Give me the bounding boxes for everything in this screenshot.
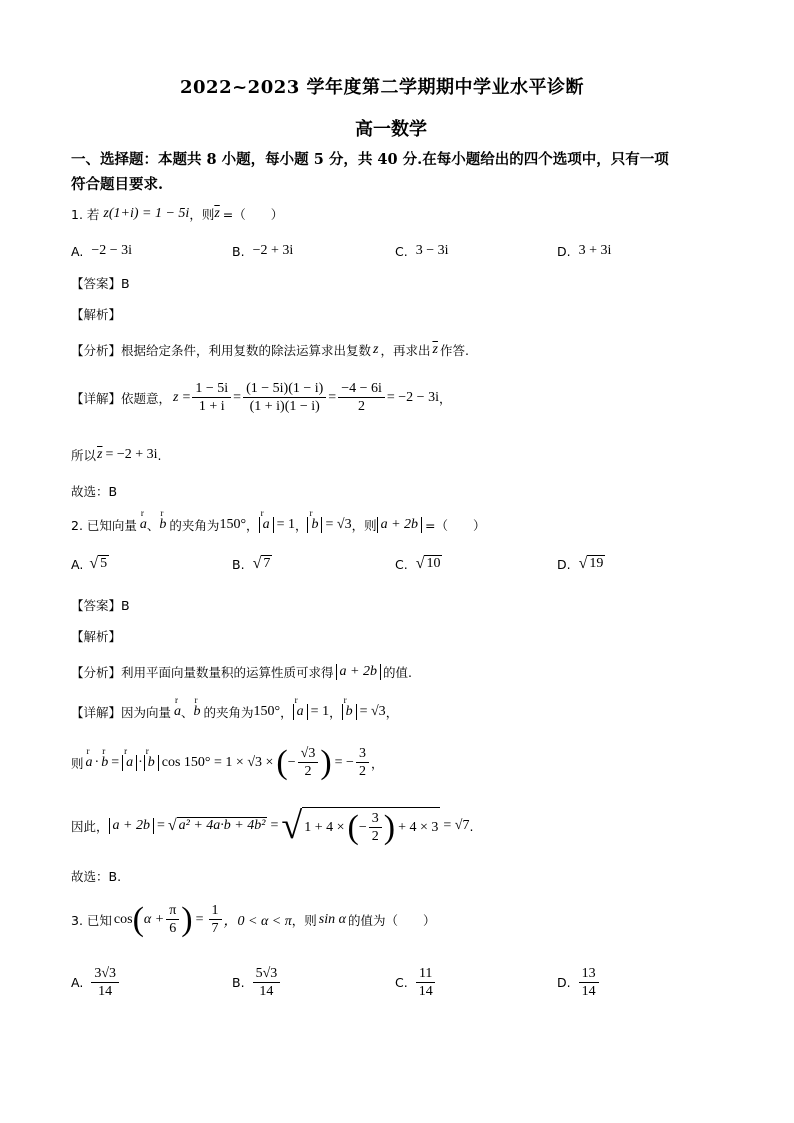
sqrt: √ 10 [415, 555, 441, 572]
q3-sin: sin α [318, 911, 346, 927]
q1-detail-result: = −2 − 3i [386, 389, 439, 405]
paren-right: ) [181, 900, 193, 938]
option-label: C. [395, 243, 408, 259]
frac-num: 13 [579, 965, 599, 983]
q2-ask-expr: a + 2b [377, 517, 422, 533]
q2-thus-inner2: + 4 × 3 [398, 819, 439, 835]
q3-rhs-frac [209, 902, 222, 937]
q2-vec-b: r b [101, 755, 108, 771]
q2-fenxi-end: 的值. [382, 665, 412, 680]
q2-dot-pre: 则 [71, 755, 84, 771]
q2-angle: 150° [219, 517, 247, 532]
q2-number: 2. 已知向量 [71, 518, 137, 533]
frac-num: 11 [416, 965, 435, 983]
paren-left: ( [347, 808, 359, 846]
frac-den: 14 [581, 984, 596, 999]
q2-detail-line2 [71, 745, 383, 780]
option-value: 3 − 3i [415, 243, 449, 258]
option-label: B. [232, 556, 245, 572]
q2-comma: ， [294, 518, 308, 533]
q2-detail-line1 [71, 703, 398, 721]
q1-analysis-heading: 【解析】 [71, 307, 122, 322]
q2-dot-tail: ， [370, 755, 384, 771]
sqrt-big: √ 1 + 4 × ( − $\frac{3}{2}$ ) + 4 × 3 [281, 805, 439, 847]
q2-thus-mid: a² + 4a·b + 4b² [178, 818, 266, 833]
option-label: D. [557, 243, 571, 259]
dot-operator: · [94, 754, 100, 770]
q2-comma: ， [329, 705, 342, 720]
frac-num: −4 − 6i [338, 380, 385, 398]
frac-num: 1 − 5i [192, 380, 231, 398]
q3-ask-post: 的值为（ ） [347, 912, 436, 928]
sqrt: √ 5 [89, 555, 108, 572]
paren-left: ( [132, 900, 144, 938]
q1-fraction-3 [338, 380, 385, 415]
q3-range: ，0 < α < π [223, 913, 292, 929]
frac-den: 14 [259, 984, 274, 999]
document-subtitle: 高一数学 [355, 119, 427, 140]
option-label: A. [71, 556, 84, 572]
q2-amag: r a [259, 517, 274, 533]
q1-fenxi-text: 【分析】根据给定条件，利用复数的除法运算求出复数 [71, 343, 372, 358]
frac-num: (1 − 5i)(1 − i) [243, 380, 326, 398]
frac-den: 14 [418, 984, 433, 999]
equals-sign: = [270, 818, 279, 833]
option-label: D. [557, 975, 571, 990]
frac-den: 2 [304, 764, 312, 779]
q1-choose: 故选：B [71, 484, 118, 499]
q3-ask: ，则 [291, 912, 317, 928]
frac-den: (1 + i)(1 − i) [249, 399, 320, 414]
q1-condition: z(1+i) = 1 − 5i [103, 206, 190, 221]
q2-vec-b: r b [194, 704, 201, 720]
q2-dot-eq: cos 150° = 1 × √3 × [161, 754, 274, 770]
q2-comma: ， [246, 518, 259, 533]
option-value: 10 [426, 556, 441, 571]
q2-detail-line3 [71, 806, 473, 846]
option-value: 5 [100, 556, 108, 571]
q2-ask-pre: ，则 [351, 518, 377, 533]
frac-den: 7 [211, 921, 219, 936]
frac-num: 5√3 [253, 965, 281, 983]
option-value: 3 + 3i [578, 243, 612, 258]
q2-bmag: r b [307, 517, 322, 533]
q1-detail-tail: ， [438, 390, 452, 406]
option-label: B. [232, 243, 245, 259]
q1-fraction-2 [243, 380, 326, 415]
q2-angle-text: 的夹角为 [203, 705, 254, 720]
section-heading-line1: 一、选择题：本题共 8 小题，每小题 5 分，共 40 分.在每小题给出的四个选项中，只有一项 [71, 151, 669, 168]
option-value [579, 965, 599, 1000]
option-value: 19 [589, 556, 604, 571]
q1-option-b [232, 243, 293, 259]
frac-den: 6 [169, 921, 177, 936]
q1-so-val: = −2 + 3i [105, 447, 158, 462]
option-label: D. [557, 556, 571, 572]
minus-sign: − [287, 754, 296, 770]
q2-amag: r a [122, 755, 137, 771]
q2-analysis-heading: 【解析】 [71, 629, 122, 644]
frac-num: 3 [369, 810, 382, 828]
frac-num: √3 [298, 745, 319, 763]
q2-fenxi-text: 【分析】利用平面向量数量积的运算性质可求得 [71, 665, 334, 680]
q1-ask-post: =（ ） [222, 207, 284, 222]
option-label: C. [395, 975, 408, 990]
option-label: C. [395, 556, 408, 572]
q2-option-c [395, 555, 442, 573]
q2-angle: 150° [253, 704, 281, 719]
q3-alpha: α + [143, 911, 165, 927]
equals-sign: = [182, 389, 191, 405]
option-value [416, 965, 436, 1000]
q1-fenxi-zbar: $\overline{z}$ [432, 342, 438, 357]
q3-number: 3. 已知 [71, 912, 112, 928]
q2-choose: 故选：B. [71, 869, 122, 884]
q1-fraction-1 [192, 380, 231, 415]
q3-pi-frac [166, 902, 179, 937]
q2-ask-post: =（ ） [425, 518, 486, 533]
q2-option-d [557, 555, 605, 573]
q1-detail-head: 【详解】依题意， [71, 390, 172, 406]
q1-option-a [71, 243, 132, 259]
q1-ask-pre: ，则 [189, 207, 215, 222]
q3-option-d [557, 965, 601, 1000]
q2-option-b [232, 555, 272, 573]
q1-number: 1. 若 [71, 207, 100, 222]
q2-option-a [71, 555, 109, 573]
q2-amag-val: = 1 [276, 517, 295, 532]
option-value: −2 − 3i [91, 243, 132, 258]
frac-num: π [166, 902, 179, 920]
q2-bmag: r b [144, 755, 159, 771]
frac-den: 2 [358, 764, 366, 779]
equals-sign: = [328, 389, 337, 405]
question-1 [71, 205, 283, 223]
option-value: −2 + 3i [252, 243, 294, 258]
q2-thus-tail: . [469, 818, 474, 834]
q1-zbar: $\overline{z}$ [214, 206, 220, 221]
q2-res-frac [356, 745, 369, 780]
paren-right: ) [383, 808, 396, 846]
document-title: 2022~2023 学年度第二学期期中学业水平诊断 [180, 77, 585, 98]
q2-thus-expr: a + 2b [109, 818, 154, 834]
option-value [91, 965, 119, 1000]
q2-thus-pre: 因此， [71, 819, 109, 834]
q1-fenxi-mid: ，再求出 [380, 343, 431, 358]
sqrt: √ 7 [252, 555, 271, 572]
option-label: A. [71, 975, 84, 990]
question-2 [71, 516, 486, 534]
q1-fenxi [71, 341, 469, 359]
q2-comma: ， [280, 705, 293, 720]
q2-frac [298, 745, 319, 780]
q2-vec-a: r a [174, 704, 181, 720]
q1-conclusion [71, 446, 162, 464]
q3-option-c [395, 965, 438, 1000]
q1-so-pre: 所以 [71, 448, 97, 463]
q2-angle-text: 的夹角为 [169, 518, 220, 533]
frac-num: 3 [356, 745, 369, 763]
equals-sign: = [233, 389, 242, 405]
q3-eq: = [195, 911, 204, 927]
q1-so-tail: . [157, 447, 162, 463]
q1-fenxi-z: z [373, 342, 379, 357]
q2-dot-eq2: = − [334, 754, 354, 770]
q2-fenxi [71, 663, 412, 681]
q2-bmag: r b [342, 704, 357, 720]
section-heading-line2: 符合题目要求. [71, 176, 164, 193]
minus-sign: − [358, 819, 367, 835]
q2-thus-inner: 1 + 4 × [304, 819, 345, 835]
q2-sep: 、 [146, 518, 160, 533]
frac-num: 3√3 [91, 965, 119, 983]
q1-answer: 【答案】B [71, 276, 130, 291]
equals-sign: = [156, 818, 165, 833]
option-value [253, 965, 281, 1000]
q2-thus-res: = √7 [443, 818, 470, 833]
q3-cos: cos [113, 911, 133, 927]
q1-detail [71, 380, 451, 415]
q3-option-b [232, 965, 282, 1000]
option-label: A. [71, 243, 84, 259]
q2-fenxi-expr: a + 2b [336, 664, 381, 680]
q3-option-a [71, 965, 121, 1000]
q1-option-c [395, 243, 449, 259]
q1-so-zbar: $\overline{z}$ [97, 447, 103, 462]
paren-left: ( [276, 743, 288, 781]
option-label: B. [232, 975, 245, 990]
q2-bmag-val: = √3 [325, 517, 352, 532]
sqrt: √ 19 [578, 555, 604, 572]
q2-vec-a: r a [86, 755, 93, 771]
sqrt: √ a² + 4a·b + 4b² [167, 817, 266, 834]
q2-bmag-val: = √3 [359, 704, 386, 719]
frac-den: 2 [358, 399, 366, 414]
question-3 [71, 902, 436, 937]
q2-answer: 【答案】B [71, 598, 130, 613]
q1-detail-z: z [173, 389, 179, 405]
frac-den: 2 [371, 829, 379, 844]
frac-den: 1 + i [198, 399, 225, 414]
frac-num: 1 [209, 902, 222, 920]
dot-operator: · [138, 754, 143, 770]
q2-thus-frac [369, 810, 382, 845]
frac-den: 14 [98, 984, 113, 999]
q1-option-d [557, 243, 611, 259]
equals-sign: = [111, 754, 120, 770]
q2-amag: r a [293, 704, 308, 720]
q2-amag-val: = 1 [310, 704, 330, 719]
q2-sep: 、 [181, 705, 194, 720]
q2-vec-a: r a [140, 517, 147, 533]
q2-detail-head: 【详解】因为向量 [71, 705, 172, 720]
option-value: 7 [263, 556, 271, 571]
paren-right: ) [320, 743, 332, 781]
q1-fenxi-end: 作答. [439, 343, 469, 358]
q2-vec-b: r b [159, 517, 166, 533]
q2-comma: ， [385, 705, 399, 720]
